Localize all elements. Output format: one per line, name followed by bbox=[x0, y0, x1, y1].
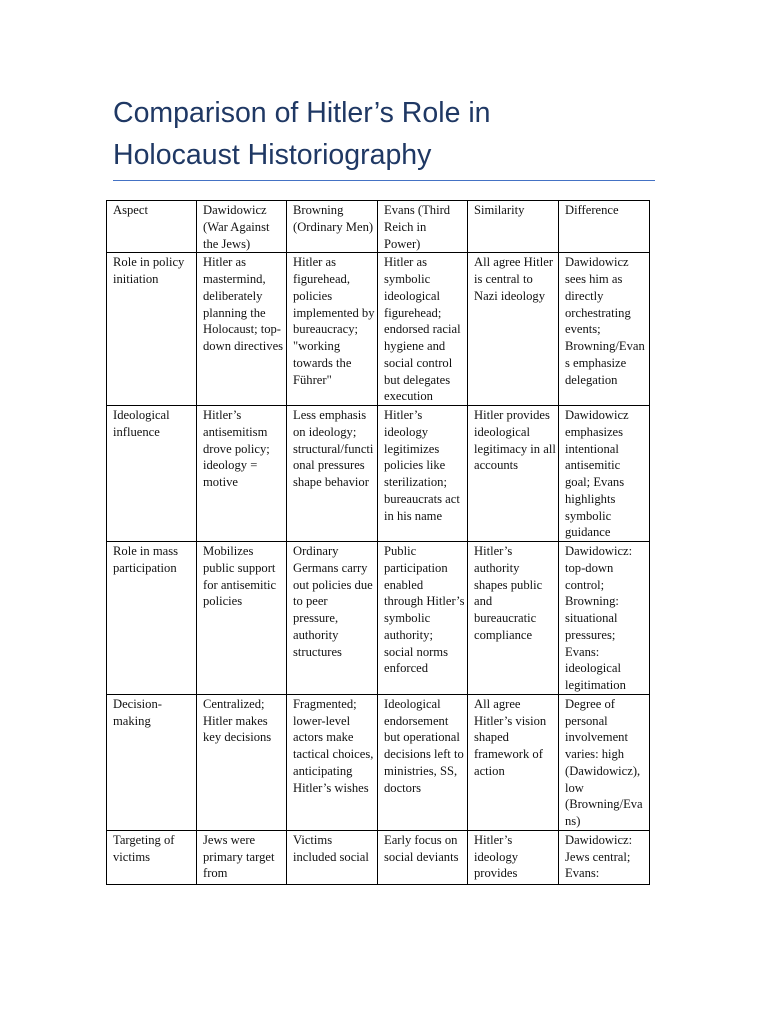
table-cell: Hitler’s authority shapes public and bureaucratic compliance bbox=[468, 542, 559, 695]
table-cell: Ideological influence bbox=[107, 406, 197, 542]
table-cell: Fragmented; lower-level actors make tactical choices, anticipating Hitler’s wishes bbox=[287, 694, 378, 830]
header-cell-dawidowicz: Dawidowicz (War Against the Jews) bbox=[197, 201, 287, 253]
table-row bbox=[107, 694, 650, 830]
title-line-1: Comparison of Hitler’s Role in bbox=[113, 97, 491, 129]
document-title bbox=[113, 92, 653, 176]
table-cell: Degree of personal involvement varies: high (Dawidowicz), low (Browning/Evans) bbox=[559, 694, 650, 830]
table-cell: Targeting of victims bbox=[107, 830, 197, 884]
table-row bbox=[107, 830, 650, 884]
header-cell-browning: Browning (Ordinary Men) bbox=[287, 201, 378, 253]
table-cell: Mobilizes public support for antisemitic policies bbox=[197, 542, 287, 695]
table-cell: Early focus on social deviants bbox=[378, 830, 468, 884]
table-cell: Decision-making bbox=[107, 694, 197, 830]
title-underline bbox=[113, 180, 655, 181]
header-cell-aspect: Aspect bbox=[107, 201, 197, 253]
table-cell: Hitler’s ideology legitimizes policies like sterilization; bureaucrats act in his name bbox=[378, 406, 468, 542]
table-cell: Hitler as symbolic ideological figurehead; endorsed racial hygiene and social control but delegates execution bbox=[378, 253, 468, 406]
table-row bbox=[107, 406, 650, 542]
table-cell: Hitler as figurehead, policies implemented by bureaucracy; "working towards the Führer" bbox=[287, 253, 378, 406]
header-cell-difference: Difference bbox=[559, 201, 650, 253]
table-cell: Dawidowicz: top-down control; Browning: situational pressures; Evans: ideological legitimation bbox=[559, 542, 650, 695]
table-cell: Less emphasis on ideology; structural/functional pressures shape behavior bbox=[287, 406, 378, 542]
table-cell: Ordinary Germans carry out policies due to peer pressure, authority structures bbox=[287, 542, 378, 695]
table-cell: Centralized; Hitler makes key decisions bbox=[197, 694, 287, 830]
table-cell: Role in policy initiation bbox=[107, 253, 197, 406]
comparison-table bbox=[106, 200, 650, 885]
header-cell-evans: Evans (Third Reich in Power) bbox=[378, 201, 468, 253]
table-cell: All agree Hitler is central to Nazi ideology bbox=[468, 253, 559, 406]
table-cell: Public participation enabled through Hitler’s symbolic authority; social norms enforced bbox=[378, 542, 468, 695]
table-cell: Hitler’s ideology provides bbox=[468, 830, 559, 884]
table-cell: Hitler provides ideological legitimacy in all accounts bbox=[468, 406, 559, 542]
table-cell: Dawidowicz emphasizes intentional antisemitic goal; Evans highlights symbolic guidance bbox=[559, 406, 650, 542]
table-header-row bbox=[107, 201, 650, 253]
table-row bbox=[107, 253, 650, 406]
table-cell: All agree Hitler’s vision shaped framework of action bbox=[468, 694, 559, 830]
table-cell: Dawidowicz sees him as directly orchestrating events; Browning/Evans emphasize delegation bbox=[559, 253, 650, 406]
table-cell: Victims included social bbox=[287, 830, 378, 884]
table-cell: Ideological endorsement but operational decisions left to ministries, SS, doctors bbox=[378, 694, 468, 830]
table-cell: Jews were primary target from bbox=[197, 830, 287, 884]
table-cell: Hitler as mastermind, deliberately planning the Holocaust; top-down directives bbox=[197, 253, 287, 406]
title-line-2: Holocaust Historiography bbox=[113, 139, 432, 171]
table-cell: Dawidowicz: Jews central; Evans: bbox=[559, 830, 650, 884]
table-cell: Role in mass participation bbox=[107, 542, 197, 695]
header-cell-similarity: Similarity bbox=[468, 201, 559, 253]
table-row bbox=[107, 542, 650, 695]
table-cell: Hitler’s antisemitism drove policy; ideology = motive bbox=[197, 406, 287, 542]
